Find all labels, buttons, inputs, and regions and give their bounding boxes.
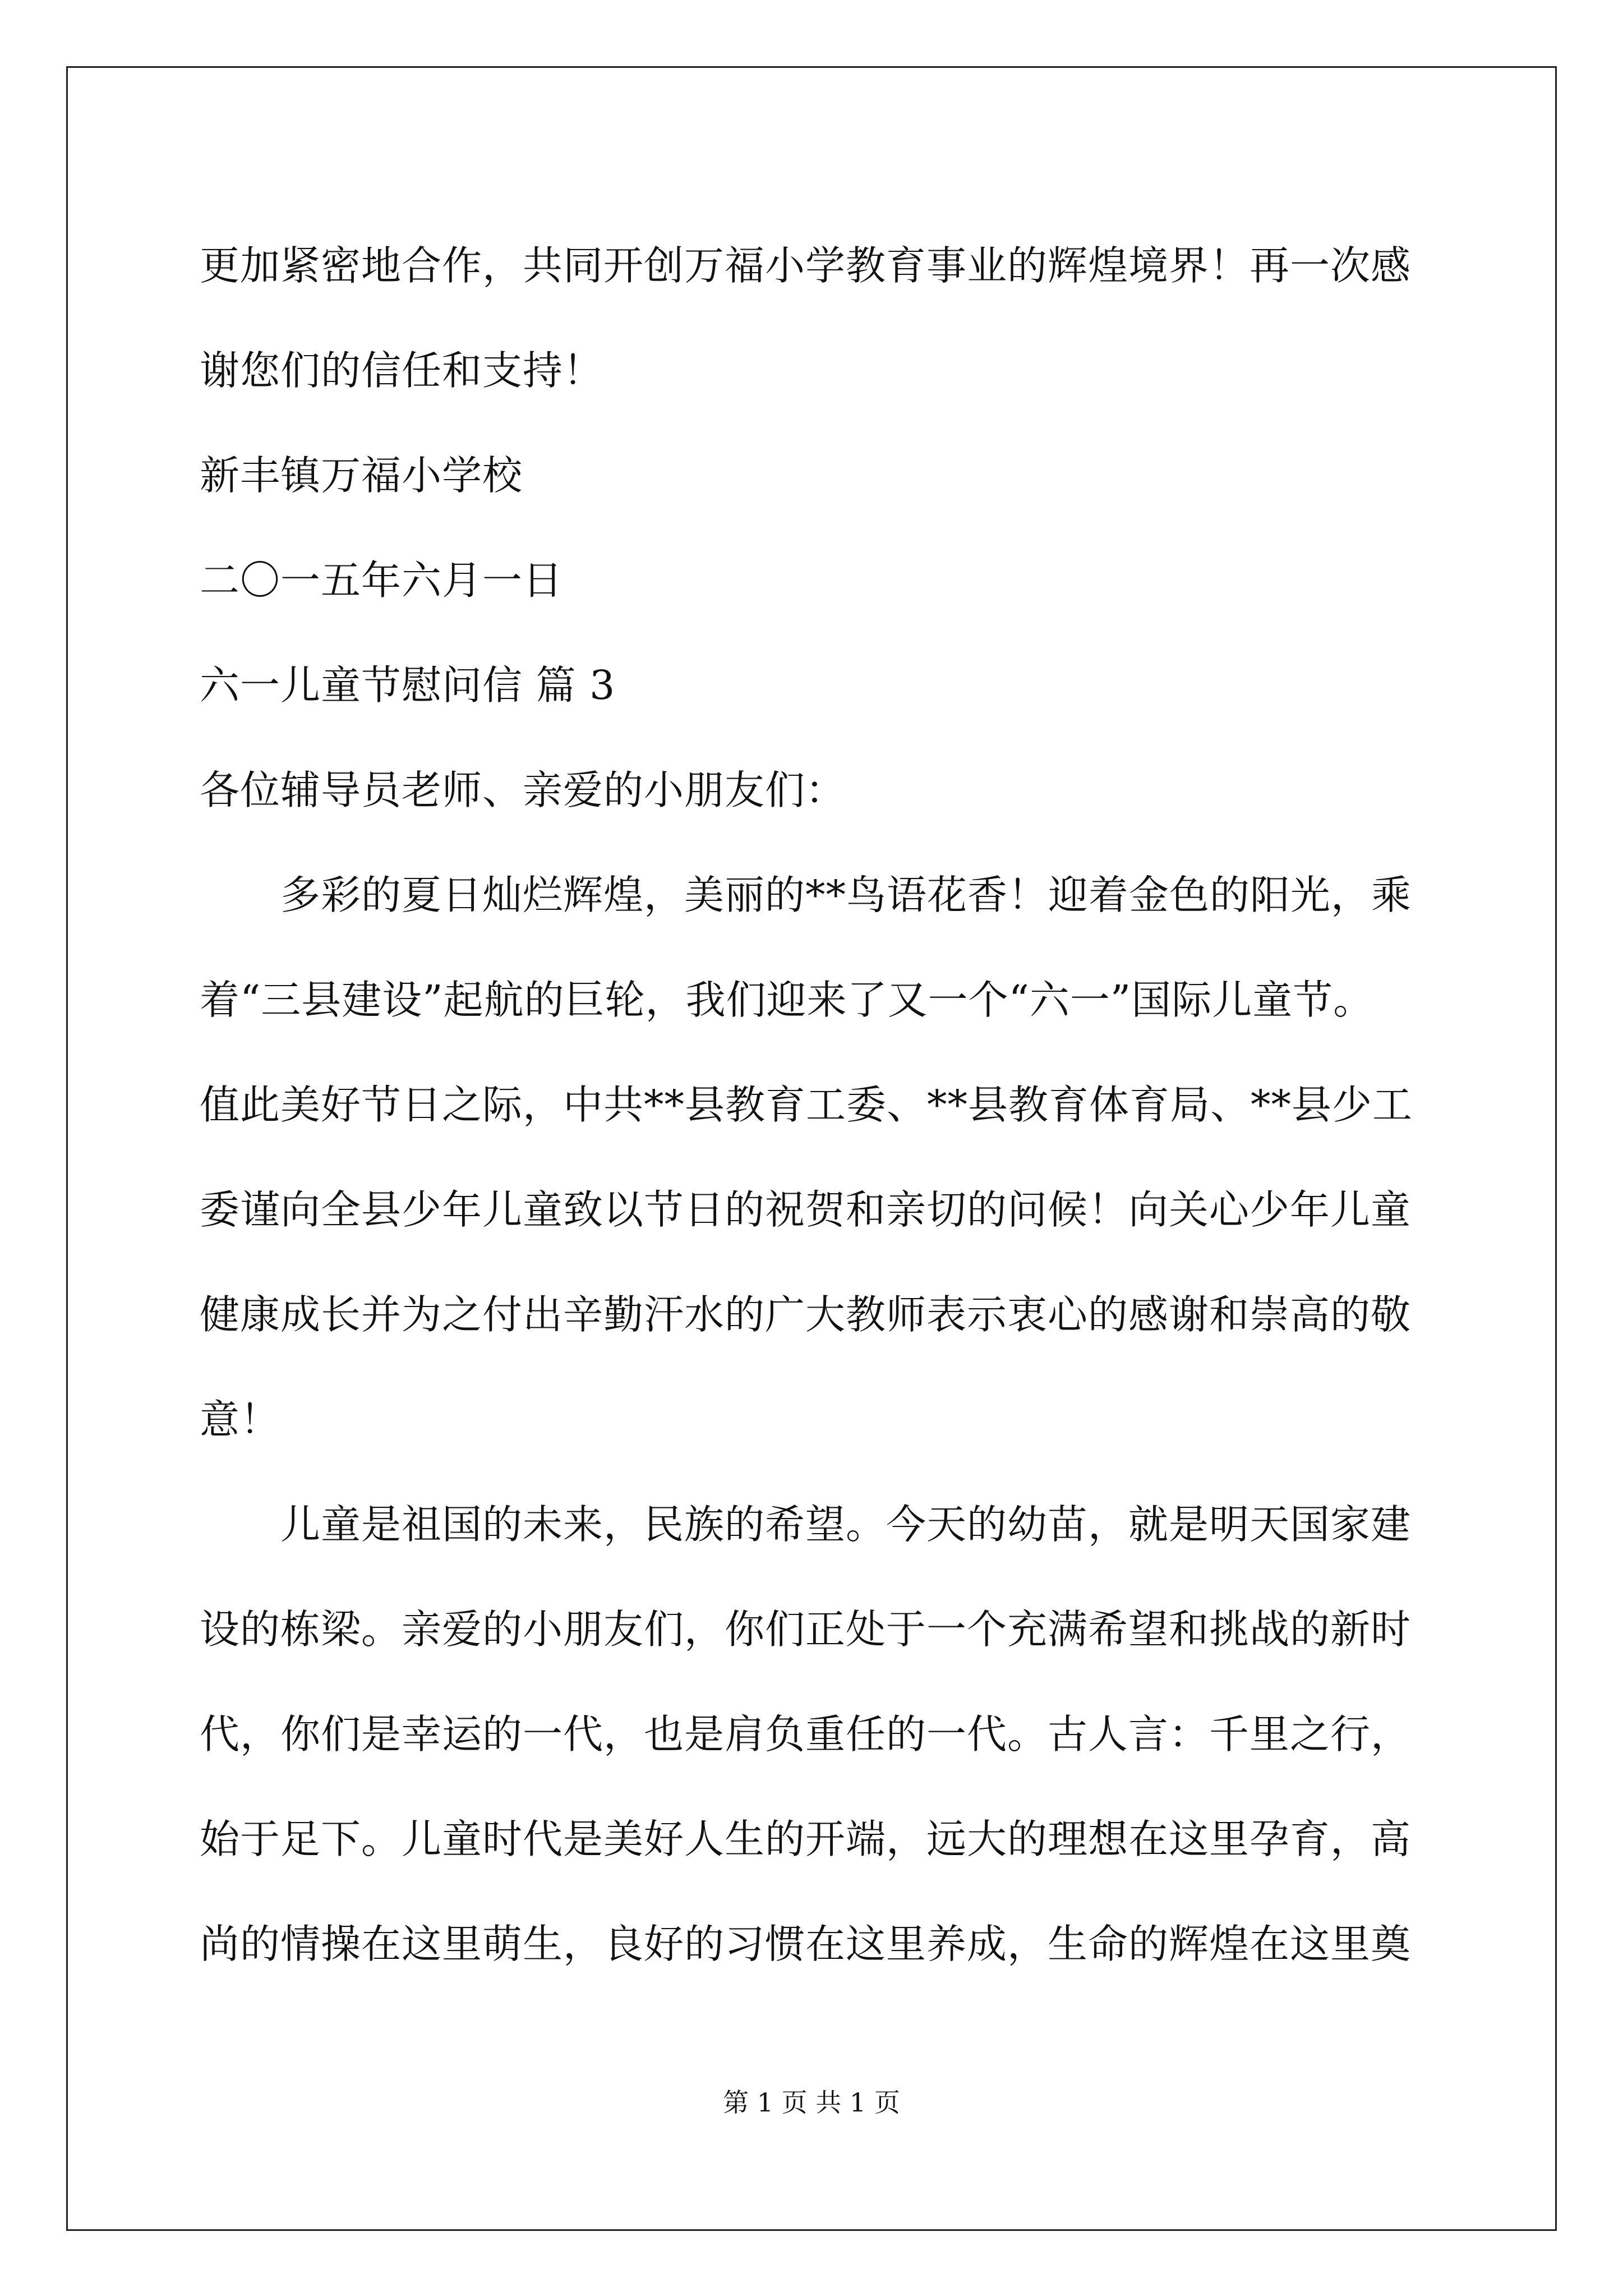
text-line: 意！ [200, 1396, 281, 1443]
text-line: 健康成长并为之付出辛勤汗水的广大教师表示衷心的感谢和崇高的敬 [200, 1291, 1412, 1338]
text-line: 设的栋梁。亲爱的小朋友们，你们正处于一个充满希望和挑战的新时 [200, 1606, 1412, 1653]
section-title: 六一儿童节慰问信 篇 3 [200, 662, 616, 708]
text-line: 代，你们是幸运的一代，也是肩负重任的一代。古人言：千里之行， [200, 1711, 1412, 1757]
page-footer: 第 1 页 共 1 页 [723, 2087, 900, 2118]
text-line: 值此美好节日之际，中共**县教育工委、**县教育体育局、**县少工 [200, 1082, 1413, 1128]
text-line: 尚的情操在这里萌生，良好的习惯在这里养成，生命的辉煌在这里奠 [200, 1921, 1412, 1967]
text-line: 着“三县建设”起航的巨轮，我们迎来了又一个“六一”国际儿童节。 [200, 977, 1374, 1023]
text-line: 谢您们的信任和支持！ [200, 347, 604, 394]
date-line: 二〇一五年六月一日 [200, 557, 564, 604]
text-line: 始于足下。儿童时代是美好人生的开端，远大的理想在这里孕育，高 [200, 1816, 1412, 1862]
salutation-line: 各位辅导员老师、亲爱的小朋友们： [200, 767, 846, 813]
text-line: 更加紧密地合作，共同开创万福小学教育事业的辉煌境界！再一次感 [200, 242, 1412, 289]
text-line: 委谨向全县少年儿童致以节日的祝贺和亲切的问候！向关心少年儿童 [200, 1186, 1412, 1233]
signature-line: 新丰镇万福小学校 [200, 452, 523, 499]
text-line: 多彩的夏日灿烂辉煌，美丽的**鸟语花香！迎着金色的阳光，乘 [200, 872, 1412, 918]
text-line: 儿童是祖国的未来，民族的希望。今天的幼苗，就是明天国家建 [200, 1501, 1412, 1548]
document-body [200, 213, 1433, 1996]
